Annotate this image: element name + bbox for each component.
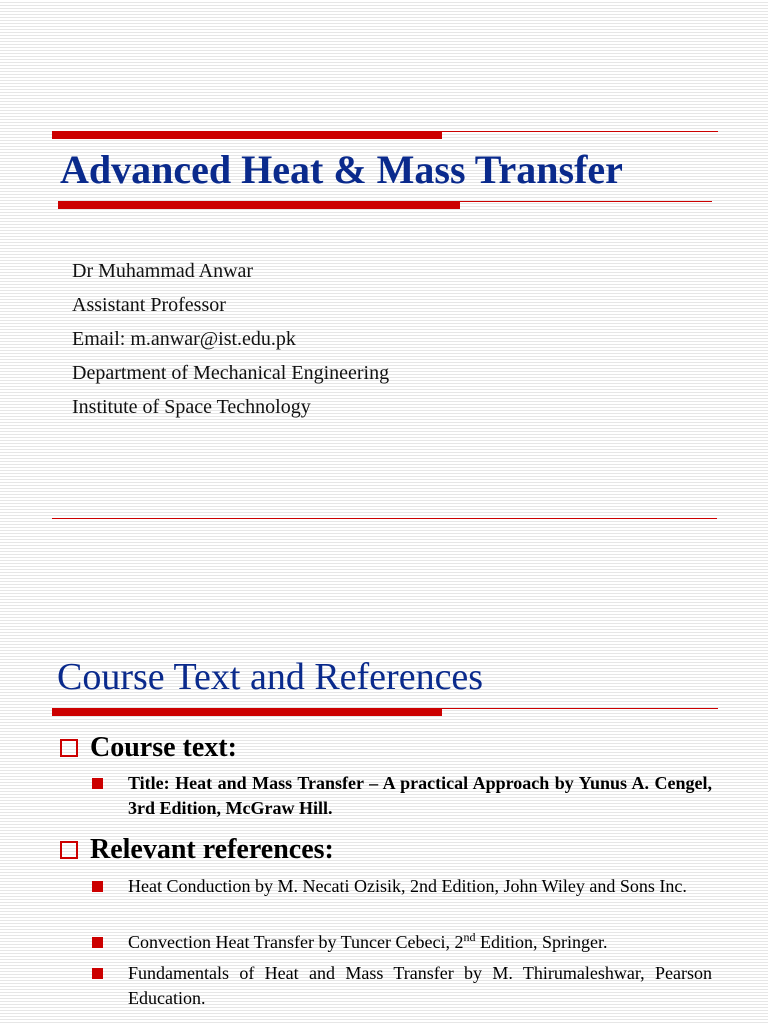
presentation-title: Advanced Heat & Mass Transfer — [60, 147, 623, 192]
hollow-square-bullet-icon — [60, 841, 78, 859]
course-text-heading — [60, 730, 720, 766]
author-email: Email: m.anwar@ist.edu.pk — [72, 328, 296, 350]
reference-item-superscript: nd — [463, 930, 476, 944]
references-heading-label: Relevant references: — [90, 834, 334, 865]
slide2-title-rule — [442, 708, 718, 709]
slide-divider — [52, 518, 717, 519]
author-department: Department of Mechanical Engineering — [72, 362, 390, 384]
slide2-title-bar — [52, 708, 442, 716]
reference-item — [92, 874, 712, 899]
title-bottom-bar — [58, 201, 460, 209]
course-text-item — [92, 771, 712, 821]
title-bottom-rule — [460, 201, 712, 202]
course-text-heading-label: Course text: — [90, 732, 237, 763]
reference-item-text-start: Convection Heat Transfer by Tuncer Cebeci, 2 — [128, 932, 464, 952]
reference-item-label — [128, 930, 712, 955]
course-text-section — [60, 730, 720, 766]
author-name: Dr Muhammad Anwar — [72, 260, 254, 282]
square-bullet-icon — [92, 937, 103, 948]
square-bullet-icon — [92, 968, 103, 979]
square-bullet-icon — [92, 778, 103, 789]
author-institute: Institute of Space Technology — [72, 396, 311, 418]
reference-item-label: Heat Conduction by M. Necati Ozisik, 2nd Edition, John Wiley and Sons Inc. — [128, 876, 687, 896]
reference-item-label: Fundamentals of Heat and Mass Transfer by M. Thirumaleshwar, Pearson Education. — [128, 963, 712, 1008]
reference-item-text-end: Edition, Springer. — [475, 932, 608, 952]
reference-item — [92, 961, 712, 1011]
reference-item — [92, 930, 712, 955]
author-info — [72, 254, 712, 424]
author-position: Assistant Professor — [72, 294, 226, 316]
title-top-bar — [52, 131, 442, 139]
course-text-item-label: Title: Heat and Mass Transfer – A practical Approach by Yunus A. Cengel, 3rd Edition, McGraw Hill. — [128, 773, 712, 818]
title-top-rule — [442, 131, 718, 132]
references-heading — [60, 832, 720, 868]
references-section — [60, 832, 720, 868]
slide-title: Course Text and References — [57, 656, 484, 698]
hollow-square-bullet-icon — [60, 739, 78, 757]
square-bullet-icon — [92, 881, 103, 892]
